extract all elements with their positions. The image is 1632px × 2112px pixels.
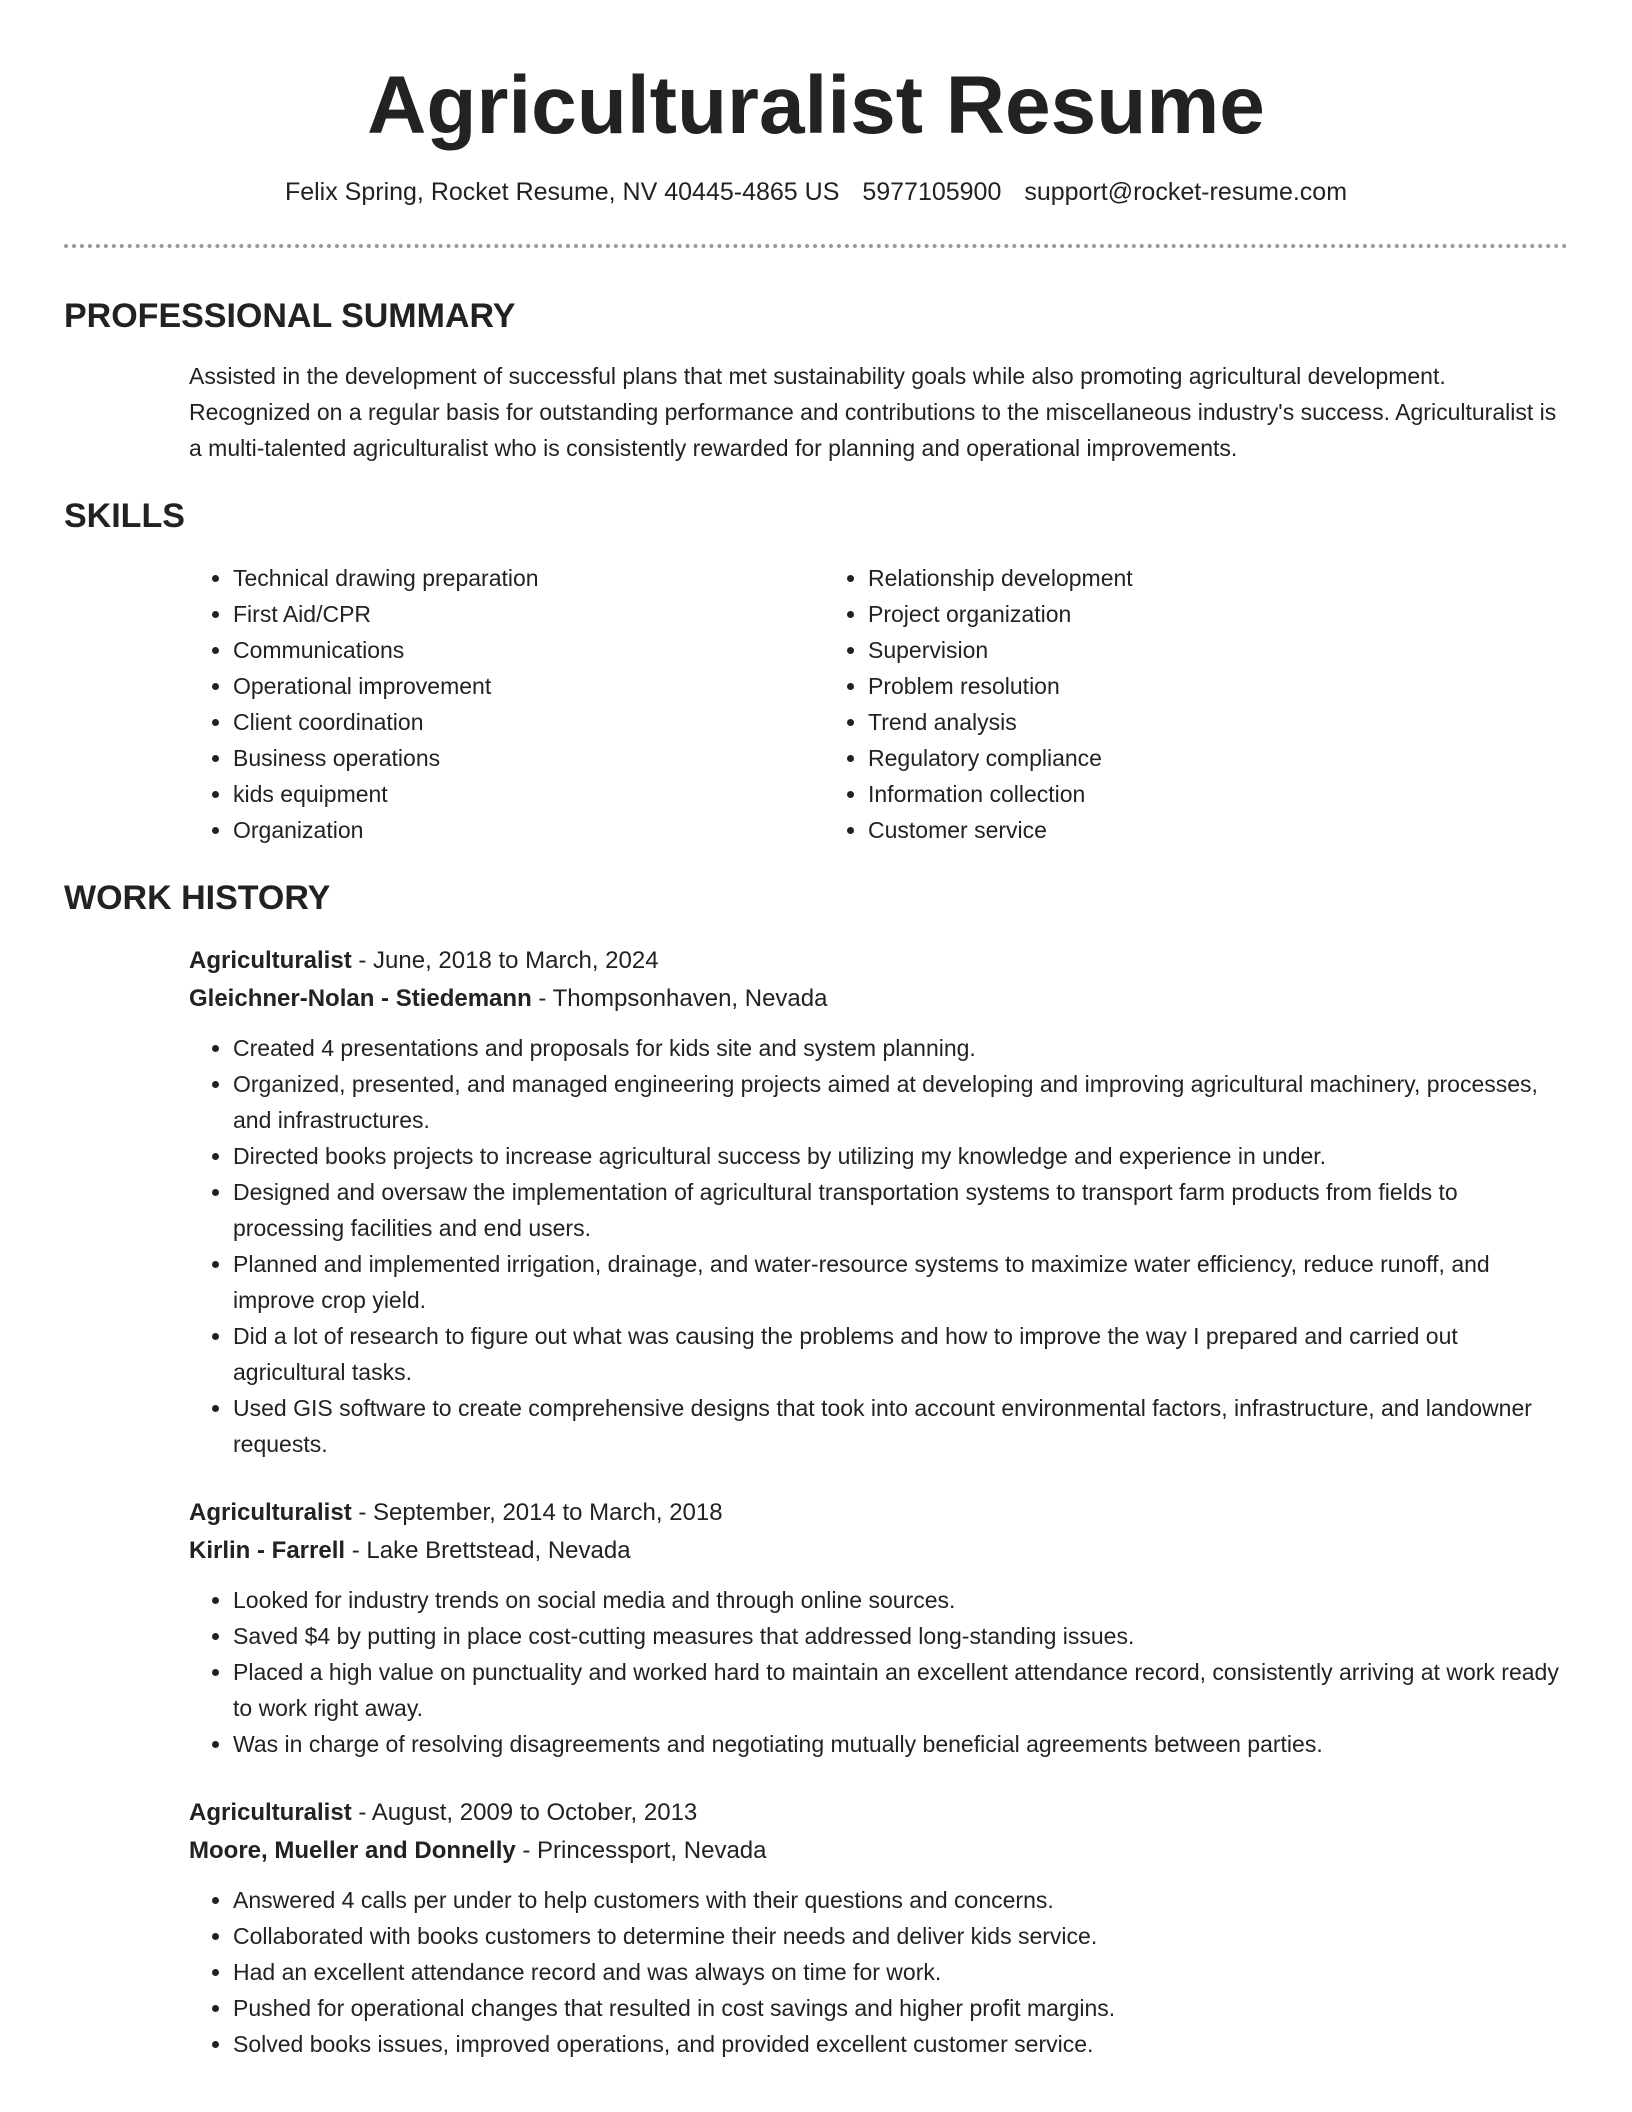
job-bullet: • Designed and oversaw the implementation of agricultural transportation systems to transport farm products from fields to processing facilities and end users. — [233, 1174, 1568, 1246]
contact-email: support@rocket-resume.com — [1024, 178, 1348, 206]
job-bullet: • Used GIS software to create comprehensive designs that took into account environmental factors, infrastructure, and landowner requests. — [233, 1390, 1568, 1462]
job-company-line — [189, 1832, 1568, 1870]
job-entry — [189, 1794, 1568, 2062]
job-location: - Lake Brettstead, Nevada — [345, 1537, 631, 1564]
job-title: Agriculturalist — [189, 947, 352, 974]
job-bullet: • Created 4 presentations and proposals for kids site and system planning. — [233, 1030, 1568, 1066]
job-bullet: • Had an excellent attendance record and was always on time for work. — [233, 1954, 1568, 1990]
skill-item: • Relationship development — [868, 560, 1459, 596]
skills-column-right — [824, 560, 1459, 848]
job-title-line — [189, 1794, 1568, 1832]
skill-item: • Client coordination — [233, 704, 824, 740]
skill-item: • Customer service — [868, 812, 1459, 848]
job-bullet: • Did a lot of research to figure out what was causing the problems and how to improve the way I prepared and carried out agricultural tasks. — [233, 1318, 1568, 1390]
work-history-heading: WORK HISTORY — [64, 879, 331, 917]
job-title-line — [189, 1494, 1568, 1532]
job-entry — [189, 1494, 1568, 1762]
job-company-line — [189, 1532, 1568, 1570]
job-dates: - August, 2009 to October, 2013 — [351, 1799, 698, 1826]
job-title: Agriculturalist — [189, 1799, 352, 1826]
skill-item: • Problem resolution — [868, 668, 1459, 704]
skill-item: • Regulatory compliance — [868, 740, 1459, 776]
job-location: - Thompsonhaven, Nevada — [531, 985, 828, 1012]
job-company: Kirlin - Farrell — [189, 1537, 346, 1564]
job-bullet: • Organized, presented, and managed engineering projects aimed at developing and improving agricultural machinery, processes, and infrastructures. — [233, 1066, 1568, 1138]
job-bullet: • Collaborated with books customers to determine their needs and deliver kids service. — [233, 1918, 1568, 1954]
job-dates: - June, 2018 to March, 2024 — [351, 947, 659, 974]
job-entry — [189, 942, 1568, 1462]
job-bullet: • Answered 4 calls per under to help customers with their questions and concerns. — [233, 1882, 1568, 1918]
skill-item: • Organization — [233, 812, 824, 848]
job-bullets — [189, 1582, 1568, 1762]
skill-item: • Technical drawing preparation — [233, 560, 824, 596]
skill-item: • kids equipment — [233, 776, 824, 812]
job-bullet: • Directed books projects to increase agricultural success by utilizing my knowledge and experience in under. — [233, 1138, 1568, 1174]
job-bullet: • Pushed for operational changes that resulted in cost savings and higher profit margins. — [233, 1990, 1568, 2026]
skill-item: • Operational improvement — [233, 668, 824, 704]
contact-address: Felix Spring, Rocket Resume, NV 40445-4865 US — [284, 178, 840, 206]
job-company: Gleichner-Nolan - Stiedemann — [189, 985, 532, 1012]
summary-text: Assisted in the development of successful plans that met sustainability goals while also promoting agricultural development. Recognized on a regular basis for outstanding performance and contributions to the miscellaneous industry's success. Agriculturalist is a multi-talented agriculturalist who is consistently rewarded for planning and operational improvements. — [189, 363, 1557, 461]
job-bullet: • Planned and implemented irrigation, drainage, and water-resource systems to maximize water efficiency, reduce runoff, and improve crop yield. — [233, 1246, 1568, 1318]
job-bullets — [189, 1882, 1568, 2062]
skills-heading: SKILLS — [64, 497, 185, 535]
job-company: Moore, Mueller and Donnelly — [189, 1837, 516, 1864]
skill-item: • Communications — [233, 632, 824, 668]
skill-item: • Business operations — [233, 740, 824, 776]
skills-column-left — [189, 560, 824, 848]
job-bullet: • Solved books issues, improved operations, and provided excellent customer service. — [233, 2026, 1568, 2062]
job-bullet: • Looked for industry trends on social media and through online sources. — [233, 1582, 1568, 1618]
skill-item: • First Aid/CPR — [233, 596, 824, 632]
job-company-line — [189, 980, 1568, 1018]
header-divider — [64, 244, 1568, 248]
job-bullet: • Placed a high value on punctuality and worked hard to maintain an excellent attendance record, consistently arriving at work ready to work right away. — [233, 1654, 1568, 1726]
page-title: Agriculturalist Resume — [367, 60, 1265, 151]
contact-line — [64, 176, 1568, 208]
contact-phone: 5977105900 — [862, 178, 1002, 206]
job-bullets — [189, 1030, 1568, 1462]
job-dates: - September, 2014 to March, 2018 — [351, 1499, 723, 1526]
job-title-line — [189, 942, 1568, 980]
skill-item: • Supervision — [868, 632, 1459, 668]
job-bullet: • Was in charge of resolving disagreements and negotiating mutually beneficial agreements between parties. — [233, 1726, 1568, 1762]
skill-item: • Information collection — [868, 776, 1459, 812]
job-bullet: • Saved $4 by putting in place cost-cutting measures that addressed long-standing issues. — [233, 1618, 1568, 1654]
skill-item: • Project organization — [868, 596, 1459, 632]
skill-item: • Trend analysis — [868, 704, 1459, 740]
skills-list — [189, 560, 1568, 848]
summary-heading: PROFESSIONAL SUMMARY — [64, 297, 516, 335]
job-title: Agriculturalist — [189, 1499, 352, 1526]
job-location: - Princessport, Nevada — [515, 1837, 767, 1864]
